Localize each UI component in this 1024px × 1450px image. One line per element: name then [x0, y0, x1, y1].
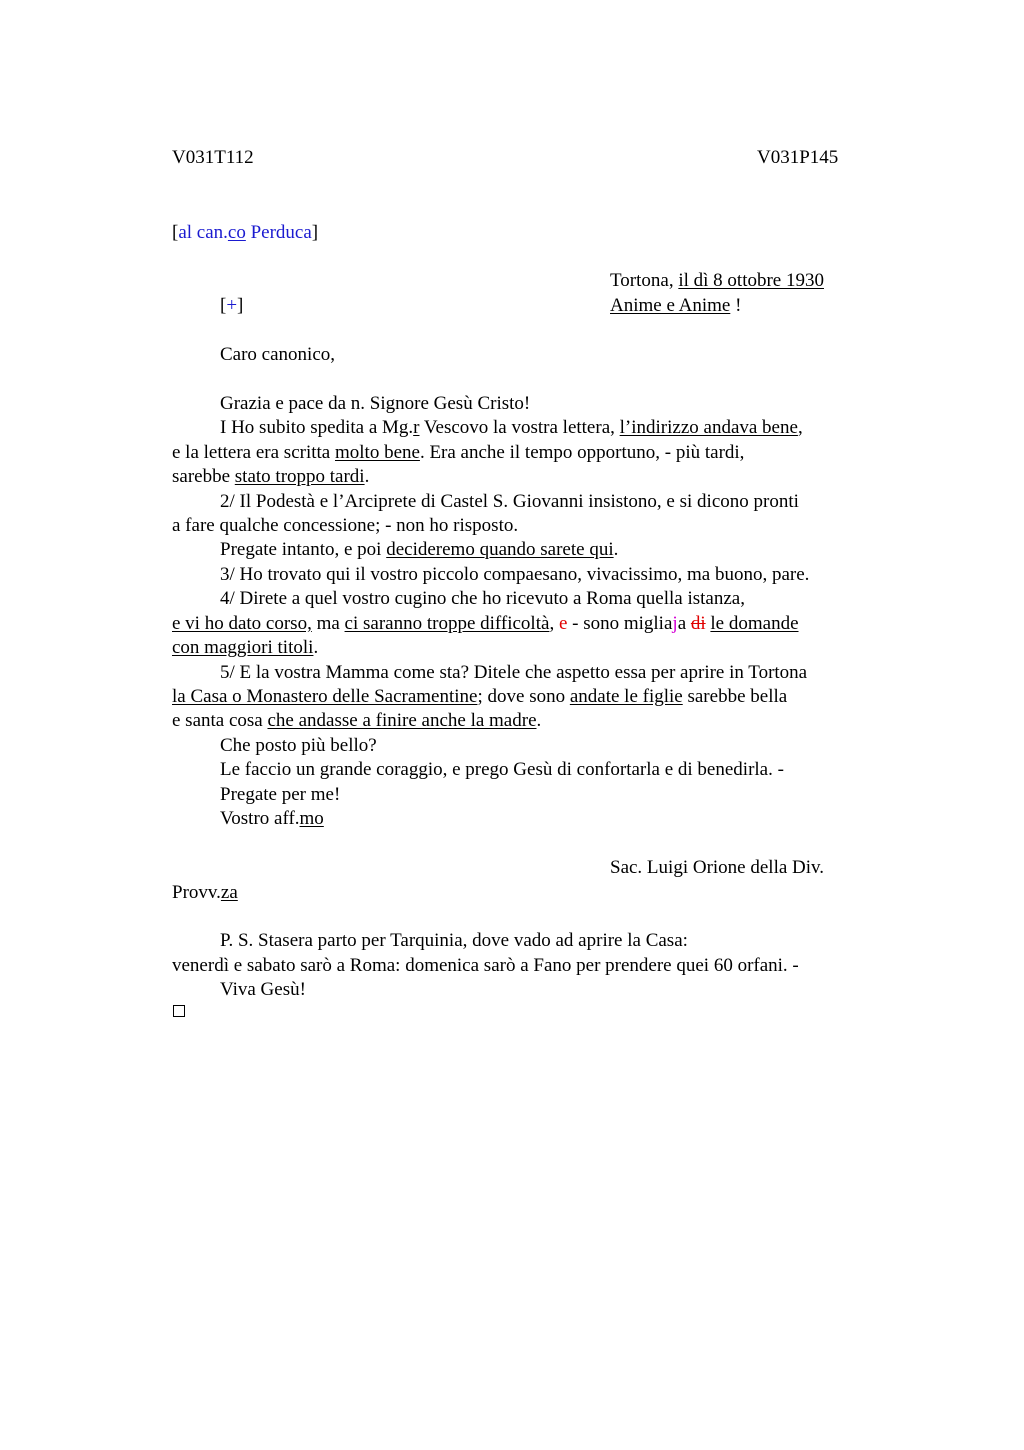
document-code-left: V031T112: [172, 147, 254, 168]
cross-mark: [+]: [220, 295, 244, 316]
closing-line-4: Vostro aff.mo: [220, 808, 324, 829]
signature-line-2: Provv.za: [172, 882, 238, 903]
salutation: Caro canonico,: [220, 344, 336, 365]
paragraph-1-line-3: sarebbe stato troppo tardi.: [172, 466, 370, 487]
paragraph-1-line-2: e la lettera era scritta molto bene. Era anche il tempo opportuno, - più tardi,: [172, 442, 745, 463]
addressee: [al can.co Perduca]: [172, 222, 319, 243]
signature-line-1: Sac. Luigi Orione della Div.: [610, 857, 825, 878]
document-code-right: V031P145: [757, 147, 839, 168]
closing-line-1: Che posto più bello?: [220, 735, 377, 756]
paragraph-5-line-3: e santa cosa che andasse a finire anche la madre.: [172, 710, 542, 731]
motto: Anime e Anime !: [610, 295, 742, 316]
paragraph-4-line-2: e vi ho dato corso, ma ci saranno troppe difficoltà, e - sono migliaja di le domande: [172, 613, 799, 634]
closing-line-3: Pregate per me!: [220, 784, 341, 805]
postscript-line-1: P. S. Stasera parto per Tarquinia, dove vado ad aprire la Casa:: [220, 930, 688, 951]
paragraph-2-line-1: 2/ Il Podestà e l’Arciprete di Castel S. Giovanni insistono, e si dicono pronti: [220, 491, 799, 512]
paragraph-5-line-2: la Casa o Monastero delle Sacramentine; dove sono andate le figlie sarebbe bella: [172, 686, 788, 707]
paragraph-5-line-1: 5/ E la vostra Mamma come sta? Ditele che aspetto essa per aprire in Tortona: [220, 662, 808, 683]
postscript-line-2: venerdì e sabato sarò a Roma: domenica sarò a Fano per prendere quei 60 orfani. -: [172, 955, 799, 976]
postscript-line-3: Viva Gesù!: [220, 979, 306, 1000]
closing-line-2: Le faccio un grande coraggio, e prego Gesù di confortarla e di benedirla. -: [220, 759, 784, 780]
greeting: Grazia e pace da n. Signore Gesù Cristo!: [220, 393, 531, 414]
paragraph-3: 3/ Ho trovato qui il vostro piccolo compaesano, vivacissimo, ma buono, pare.: [220, 564, 810, 585]
paragraph-4-line-3: con maggiori titoli.: [172, 637, 319, 658]
place-date: Tortona, il dì 8 ottobre 1930: [610, 270, 824, 291]
checkbox-square-icon: [173, 1005, 185, 1017]
paragraph-2-line-2: a fare qualche concessione; - non ho risposto.: [172, 515, 519, 536]
paragraph-4-line-1: 4/ Direte a quel vostro cugino che ho ricevuto a Roma quella istanza,: [220, 588, 745, 609]
paragraph-2-line-3: Pregate intanto, e poi decideremo quando sarete qui.: [220, 539, 619, 560]
paragraph-1-line-1: I Ho subito spedita a Mg.r Vescovo la vostra lettera, l’indirizzo andava bene,: [220, 417, 803, 438]
